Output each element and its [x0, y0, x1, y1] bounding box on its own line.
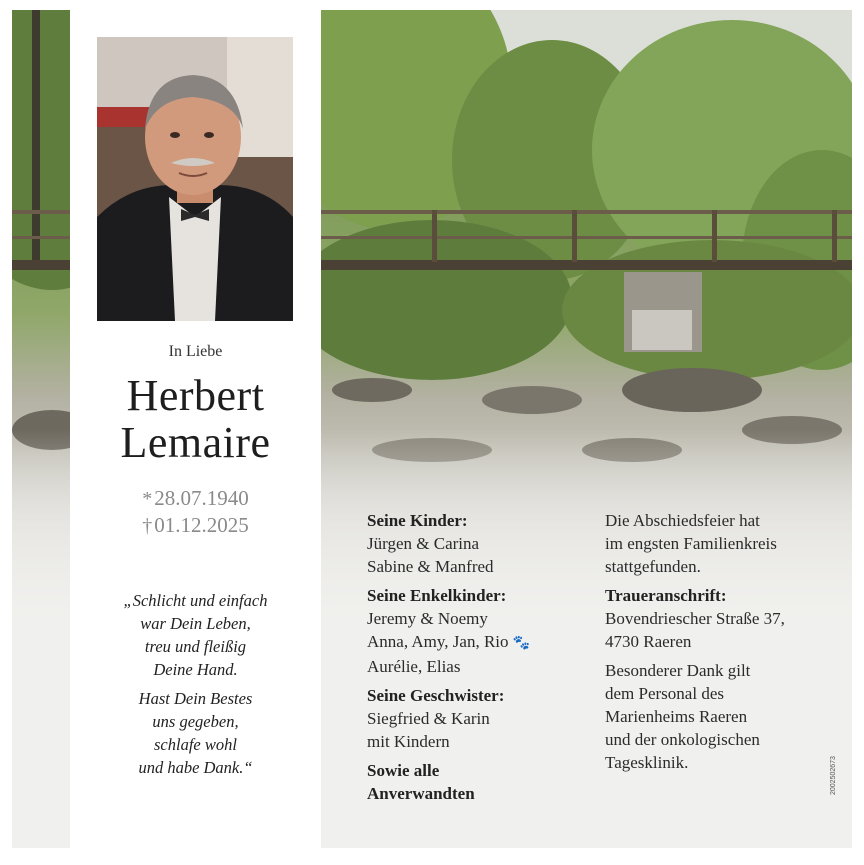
death-date-value: 01.12.2025	[154, 513, 249, 537]
info-column	[605, 509, 835, 780]
info-line: Marienheims Raeren	[605, 707, 748, 726]
info-line: Die Abschiedsfeier hat	[605, 511, 760, 530]
address-block	[605, 584, 835, 653]
thanks-block	[605, 659, 835, 774]
family-line: Jeremy & Noemy	[367, 609, 488, 628]
poem-line: Deine Hand.	[153, 660, 238, 679]
poem-line: „Schlicht und einfach	[123, 591, 268, 610]
info-line: 4730 Raeren	[605, 632, 692, 651]
grandchildren-heading: Seine Enkelkinder:	[367, 586, 507, 605]
info-line: Bovendriescher Straße 37,	[605, 609, 785, 628]
info-line: im engsten Familienkreis	[605, 534, 777, 553]
paw-icon: 🐾	[512, 636, 531, 651]
ceremony-block	[605, 509, 835, 578]
siblings-block	[367, 684, 567, 753]
family-line: Aurélie, Elias	[367, 657, 461, 676]
grandchildren-block	[367, 584, 567, 678]
poem-line: und habe Dank.“	[138, 758, 253, 777]
info-line: dem Personal des	[605, 684, 724, 703]
relatives-line: Sowie alle	[367, 761, 440, 780]
birth-date	[70, 486, 321, 511]
children-block	[367, 509, 567, 578]
poem-stanza-1	[70, 589, 321, 681]
birth-symbol: *	[142, 488, 153, 510]
relatives-block	[367, 759, 567, 805]
family-line: mit Kindern	[367, 732, 450, 751]
intro-text: In Liebe	[168, 343, 223, 360]
last-name: Lemaire	[120, 418, 271, 467]
cross-icon: †	[142, 515, 153, 537]
family-line	[367, 630, 567, 655]
poem-line: uns gegeben,	[152, 712, 239, 731]
portrait-image	[97, 37, 293, 321]
death-date	[70, 513, 321, 538]
siblings-heading: Seine Geschwister:	[367, 686, 505, 705]
info-line: stattgefunden.	[605, 557, 701, 576]
family-line: Siegfried & Karin	[367, 709, 490, 728]
poem-line: treu und fleißig	[144, 637, 247, 656]
poem-line: war Dein Leben,	[140, 614, 251, 633]
reference-number: 2002502673	[830, 756, 837, 795]
info-line: Tagesklinik.	[605, 753, 689, 772]
info-line: und der onkologischen	[605, 730, 760, 749]
portrait-photo	[97, 37, 293, 321]
poem-line: Hast Dein Bestes	[138, 689, 253, 708]
family-line-text: Anna, Amy, Jan, Rio	[367, 632, 509, 651]
family-line: Sabine & Manfred	[367, 557, 494, 576]
info-line: Besonderer Dank gilt	[605, 661, 751, 680]
memorial-panel	[70, 10, 321, 848]
birth-date-value: 28.07.1940	[154, 486, 249, 510]
first-name: Herbert	[126, 371, 265, 420]
poem-stanza-2	[70, 687, 321, 779]
relatives-line: Anverwandten	[367, 784, 475, 803]
family-line: Jürgen & Carina	[367, 534, 480, 553]
address-heading: Traueranschrift:	[605, 586, 727, 605]
poem-line: schlafe wohl	[154, 735, 237, 754]
family-column	[367, 509, 567, 811]
children-heading: Seine Kinder:	[367, 511, 468, 530]
